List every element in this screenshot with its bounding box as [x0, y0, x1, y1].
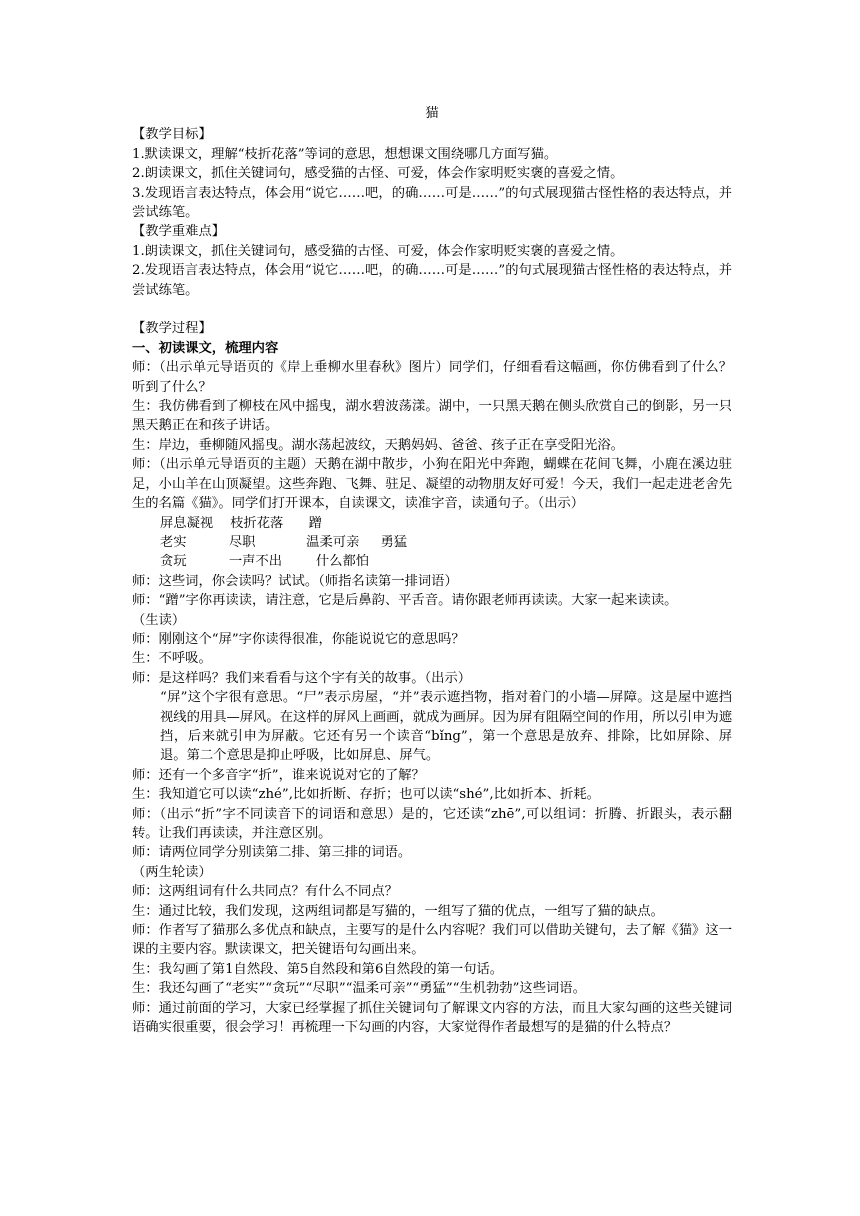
dialogue-line: 师：（出示单元导语页的主题）天鹅在湖中散步，小狗在阳光中奔跑，蝴蝶在花间飞舞，小鹿在溪边驻足，小山羊在山顶凝望。这些奔跑、飞舞、驻足、凝望的动物朋友好可爱！今天，我们一起走进老舍先生的名篇《猫》。同学们打开课本，自读课文，读准字音，读通句子。（出示）: [132, 457, 732, 512]
word-row: 屏息凝视 枝折花落 蹭: [160, 515, 322, 531]
dialogue-line: 师：（出示“折”字不同读音下的词语和意思）是的，它还读“zhē”,可以组词：折腾、折跟头，表示翻转。让我们再读读，并注意区别。: [132, 806, 732, 842]
dialogue-line: 师：刚刚这个“屏”字你读得很准，你能说说它的意思吗？: [132, 631, 465, 647]
goal-item: 2.朗读课文，抓住关键词句，感受猫的古怪、可爱，体会作家明贬实褒的喜爱之情。: [132, 166, 624, 182]
document-title: 猫: [425, 106, 439, 121]
dialogue-line: 生：我知道它可以读“zhé”,比如折断、存折；也可以读“shé”,比如折本、折耗。: [132, 787, 600, 803]
dialogue-line: 师：请两位同学分别读第二排、第三排的词语。: [132, 845, 412, 861]
dialogue-line: 师：（出示单元导语页的《岸上垂柳水里春秋》图片）同学们，仔细看看这幅画，你仿佛看到了什么？听到了什么？: [132, 360, 732, 395]
dialogue-line: 师：是这样吗？我们来看看与这个字有关的故事。（出示）: [132, 670, 472, 686]
dialogue-line: 师：还有一个多音字“折”，谁来说说对它的了解？: [132, 767, 425, 783]
dialogue-line: 生：不呼吸。: [132, 651, 212, 667]
dialogue-line: 师：作者写了猫那么多优点和缺点，主要写的是什么内容呢？我们可以借助关键句，去了解《猫》这一课的主要内容。默读课文，把关键语句勾画出来。: [132, 923, 732, 958]
goals-heading: 【教学目标】: [132, 127, 212, 143]
dialogue-line: 生：我还勾画了“老实”“贪玩”“尽职”“温柔可亲”“勇猛”“生机勃勃”这些词语。: [132, 981, 586, 997]
key-points-heading: 【教学重难点】: [132, 224, 226, 240]
dialogue-line: 师：这两组词有什么共同点？有什么不同点？: [132, 884, 398, 900]
dialogue-line: （生读）: [132, 612, 186, 628]
dialogue-line: （两生轮读）: [132, 864, 212, 880]
word-row: 贪玩 一声不出 什么都怕: [160, 554, 370, 570]
goal-item: 3.发现语言表达特点，体会用“说它……吧，的确……可是……”的句式展现猫古怪性格的表达特点，并尝试练笔。: [132, 185, 732, 221]
dialogue-line: 生：通过比较，我们发现，这两组词都是写猫的，一组写了猫的优点，一组写了猫的缺点。: [132, 903, 664, 919]
dialogue-line: 生：我勾画了第1自然段、第5自然段和第6自然段的第一句话。: [132, 961, 504, 977]
word-row: 老实 尽职 温柔可亲 勇猛: [160, 534, 408, 550]
document-page: [132, 104, 732, 1037]
goal-item: 1.默读课文，理解“枝折花落”等词的意思，想想课文围绕哪几方面写猫。: [132, 146, 558, 162]
key-point-item: 1.朗读课文，抓住关键词句，感受猫的古怪、可爱，体会作家明贬实褒的喜爱之情。: [132, 243, 624, 259]
dialogue-line: 生：我仿佛看到了柳枝在风中摇曳，湖水碧波荡漾。湖中，一只黑天鹅在侧头欣赏自己的倒影，另一只黑天鹅正在和孩子讲话。: [132, 399, 732, 434]
story-paragraph: “屏”这个字很有意思。“尸”表示房屋，“并”表示遮挡物，指对着门的小墙—屏障。这是屋中遮挡视线的用具—屏风。在这样的屏风上画画，就成为画屏。因为屏有阻隔空间的作用，所以引申为遮挡，后来就引申为屏蔽。它还有另一个读音“bǐng”，第一个意思是放弃、排除，比如屏除、屏退。第二个意思是抑止呼吸，比如屏息、屏气。: [160, 690, 732, 764]
dialogue-line: 生：岸边，垂柳随风摇曳。湖水荡起波纹，天鹅妈妈、爸爸、孩子正在享受阳光浴。: [132, 437, 624, 453]
dialogue-line: 师：这些词，你会读吗？试试。（师指名读第一排词语）: [132, 573, 458, 589]
key-point-item: 2.发现语言表达特点，体会用“说它……吧，的确……可是……”的句式展现猫古怪性格的表达特点，并尝试练笔。: [132, 263, 732, 298]
process-heading: 【教学过程】: [132, 321, 212, 337]
dialogue-line: 师：“蹭”字你再读读，请注意，它是后鼻韵、平舌音。请你跟老师再读读。大家一起来读读。: [132, 593, 678, 609]
part1-heading: 一、初读课文，梳理内容: [132, 340, 279, 356]
spacer: [132, 300, 732, 319]
dialogue-line: 师：通过前面的学习，大家已经掌握了抓住关键词句了解课文内容的方法，而且大家勾画的这些关键词语确实很重要，很会学习！再梳理一下勾画的内容，大家觉得作者最想写的是猫的什么特点？: [132, 1000, 732, 1036]
